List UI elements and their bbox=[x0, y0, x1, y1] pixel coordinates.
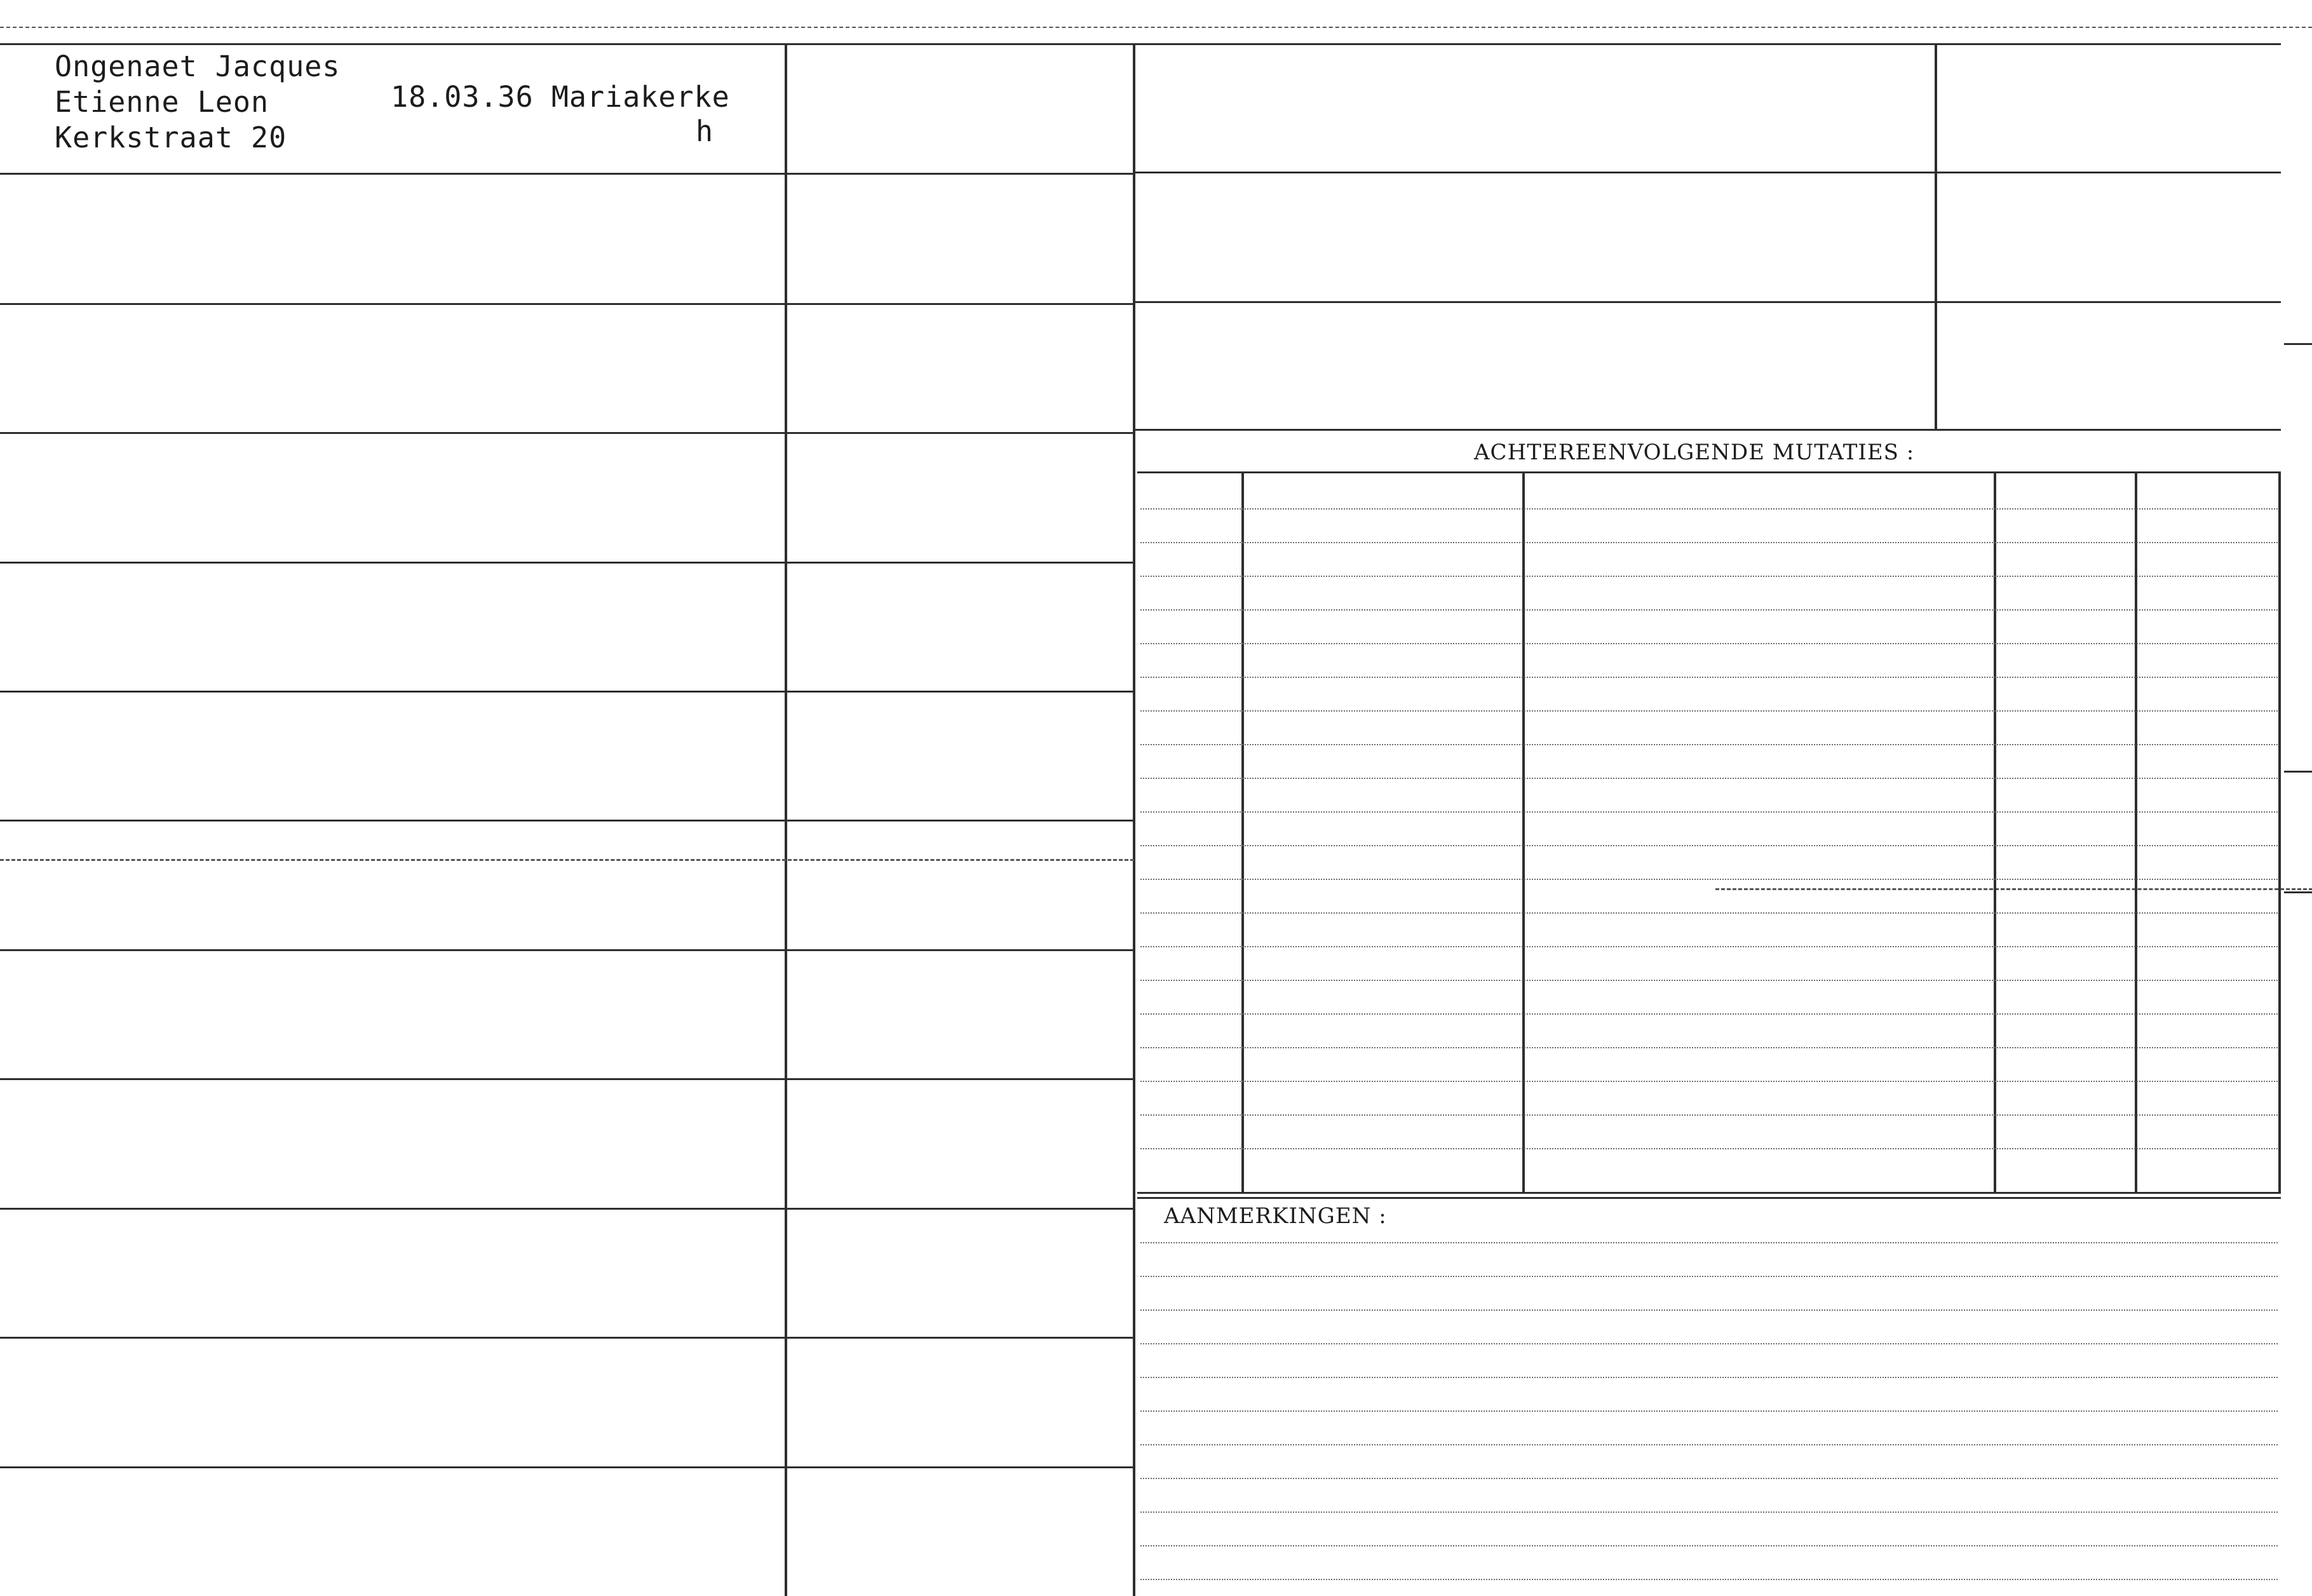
remark-line bbox=[1140, 1276, 2278, 1277]
mutation-line bbox=[1140, 1114, 2278, 1116]
left-row-line-5 bbox=[0, 691, 1134, 693]
mutations-col-3 bbox=[1994, 473, 1996, 1193]
left-row-line-10 bbox=[0, 1337, 1134, 1339]
fold-line bbox=[0, 859, 1134, 861]
remark-line bbox=[1140, 1242, 2278, 1243]
left-row-line-1 bbox=[0, 173, 1134, 175]
fold-line-right bbox=[1715, 888, 2312, 890]
mutations-bottom-line bbox=[1137, 1192, 2281, 1194]
mutation-line bbox=[1140, 946, 2278, 947]
mutation-line bbox=[1140, 1013, 2278, 1015]
remark-line bbox=[1140, 1579, 2278, 1580]
mutations-top-line bbox=[1137, 471, 2281, 473]
mutations-col-4 bbox=[2135, 473, 2137, 1193]
person-mark: h bbox=[696, 114, 714, 148]
mutation-line bbox=[1140, 879, 2278, 880]
remark-line bbox=[1140, 1444, 2278, 1445]
mutation-line bbox=[1140, 677, 2278, 678]
mutation-line bbox=[1140, 912, 2278, 914]
remark-line bbox=[1140, 1511, 2278, 1513]
mutation-line bbox=[1140, 508, 2278, 510]
mutation-line bbox=[1140, 1148, 2278, 1149]
mutations-heading: ACHTEREENVOLGENDE MUTATIES : bbox=[1474, 440, 1915, 465]
left-row-line-8 bbox=[0, 1078, 1134, 1080]
mutation-line bbox=[1140, 1081, 2278, 1082]
mutation-line bbox=[1140, 744, 2278, 745]
remark-line bbox=[1140, 1478, 2278, 1479]
top-edge-scan-line bbox=[0, 27, 2312, 28]
left-row-line-7 bbox=[0, 949, 1134, 951]
right-row-line-3 bbox=[1134, 429, 2281, 431]
mutation-line bbox=[1140, 1047, 2278, 1048]
remarks-top-line bbox=[1137, 1197, 2281, 1199]
edge-tick bbox=[2284, 343, 2312, 345]
edge-tick bbox=[2284, 771, 2312, 773]
mutation-line bbox=[1140, 710, 2278, 712]
left-row-line-9 bbox=[0, 1208, 1134, 1210]
mutations-col-1 bbox=[1241, 473, 1244, 1193]
mutation-line bbox=[1140, 542, 2278, 543]
mutations-col-5 bbox=[2278, 473, 2281, 1193]
left-row-line-3 bbox=[0, 432, 1134, 434]
edge-tick bbox=[2284, 891, 2312, 893]
remark-line bbox=[1140, 1377, 2278, 1378]
mutations-col-2 bbox=[1522, 473, 1525, 1193]
remarks-heading: AANMERKINGEN : bbox=[1164, 1203, 1387, 1229]
faded-text-line bbox=[55, 155, 754, 172]
left-row-line-4 bbox=[0, 562, 1134, 564]
person-given-names: Etienne Leon bbox=[55, 85, 269, 119]
right-row-line-2 bbox=[1134, 301, 2281, 303]
remark-line bbox=[1140, 1343, 2278, 1344]
mutation-line bbox=[1140, 980, 2278, 981]
remark-line bbox=[1140, 1410, 2278, 1412]
column-divider-3 bbox=[1935, 44, 1937, 429]
left-row-line-2 bbox=[0, 303, 1134, 305]
remark-line bbox=[1140, 1545, 2278, 1546]
mutation-line bbox=[1140, 609, 2278, 611]
person-name: Ongenaet Jacques bbox=[55, 50, 341, 83]
mutation-line bbox=[1140, 643, 2278, 644]
person-address: Kerkstraat 20 bbox=[55, 121, 287, 154]
mutation-line bbox=[1140, 576, 2278, 577]
mutation-line bbox=[1140, 811, 2278, 813]
left-row-line-11 bbox=[0, 1466, 1134, 1468]
right-row-line-1 bbox=[1134, 172, 2281, 173]
top-border bbox=[0, 43, 2281, 45]
remark-line bbox=[1140, 1309, 2278, 1311]
mutation-line bbox=[1140, 778, 2278, 779]
mutation-line bbox=[1140, 845, 2278, 846]
person-birth: 18.03.36 Mariakerke bbox=[391, 80, 730, 114]
left-row-line-6 bbox=[0, 820, 1134, 822]
